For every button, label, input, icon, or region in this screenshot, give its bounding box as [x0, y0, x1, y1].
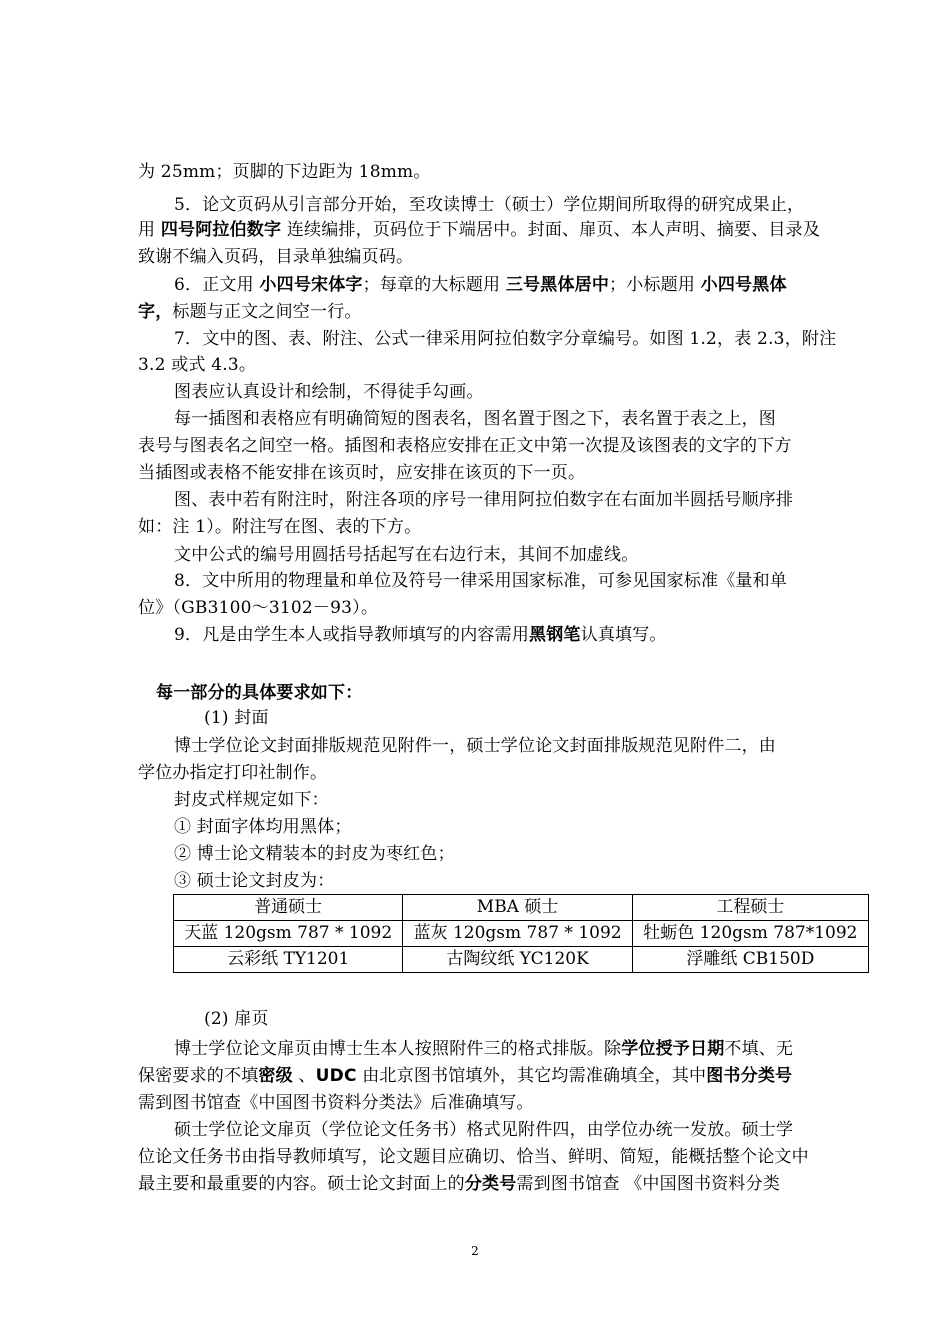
- text: ；小标题用: [609, 275, 701, 295]
- table-header-cell: 普通硕士: [174, 895, 403, 921]
- master-title-page-line1: 硕士学位论文扉页（学位论文任务书）格式见附件四，由学位办统一发放。硕士学: [174, 1120, 794, 1140]
- subsection-cover: (1) 封面: [204, 708, 269, 728]
- master-title-page-line3: [138, 1171, 868, 1197]
- table-header-cell: MBA 硕士: [403, 895, 632, 921]
- section-heading: 每一部分的具体要求如下：: [156, 683, 363, 703]
- cover-para-line1: 博士学位论文封面排版规范见附件一，硕士学位论文封面排版规范见附件二，由: [174, 736, 776, 756]
- bold-phrase: 字，: [138, 302, 173, 322]
- rule-5-line1: 5．论文页码从引言部分开始，至攻读博士（硕士）学位期间所取得的研究成果止，: [174, 195, 805, 215]
- text: 最主要和最重要的内容。硕士论文封面上的: [138, 1174, 465, 1194]
- rule-7-para4-line1: 图、表中若有附注时，附注各项的序号一律用阿拉伯数字在右面加半圆括号顺序排: [174, 490, 794, 510]
- text: 用: [138, 220, 161, 240]
- rule-7-para2: 图表应认真设计和绘制，不得徒手勾画。: [174, 382, 484, 402]
- rule-7-para3-line2: 表号与图表名之间空一格。插图和表格应安排在正文中第一次提及该图表的文字的下方: [138, 436, 792, 456]
- para-margin-end: 为 25mm；页脚的下边距为 18mm。: [138, 162, 431, 182]
- rule-5-line2: [138, 217, 868, 243]
- cover-paper-table: [173, 894, 869, 973]
- bold-phrase: 三号黑体居中: [505, 275, 610, 295]
- bold-phrase: 密级: [258, 1066, 293, 1086]
- text: 、: [292, 1066, 316, 1086]
- rule-7-line1: 7．文中的图、表、附注、公式一律采用阿拉伯数字分章编号。如图 1.2，表 2.3，附注: [174, 329, 837, 349]
- rule-8-line2: 位》（GB3100～3102－93）。: [138, 598, 379, 618]
- cover-style-item-2: ② 博士论文精装本的封皮为枣红色；: [174, 844, 455, 864]
- table-row: [174, 947, 869, 973]
- table-cell: 古陶纹纸 YC120K: [403, 947, 632, 973]
- text: 认真填写。: [580, 625, 667, 645]
- rule-7-para4-line2: 如：注 1）。附注写在图、表的下方。: [138, 517, 422, 537]
- rule-6-line1: [174, 272, 904, 298]
- text: 连续编排，页码位于下端居中。封面、扉页、本人声明、摘要、目录及: [281, 220, 821, 240]
- table-cell: 蓝灰 120gsm 787 * 1092: [403, 921, 632, 947]
- title-page-para-line3: 需到图书馆查《中国图书资料分类法》后准确填写。: [138, 1093, 534, 1113]
- text: 需到图书馆查 《中国图书资料分类: [516, 1174, 781, 1194]
- text: 9．凡是由学生本人或指导教师填写的内容需用: [174, 625, 530, 645]
- cover-style-item-3: ③ 硕士论文封皮为：: [174, 871, 335, 891]
- page-number: 2: [471, 1244, 479, 1258]
- rule-5-line3: 致谢不编入页码，目录单独编页码。: [138, 247, 414, 267]
- table-cell: 天蓝 120gsm 787 * 1092: [174, 921, 403, 947]
- rule-6-line2: [138, 299, 868, 325]
- title-page-para-line1: [174, 1036, 904, 1062]
- bold-phrase: 小四号黑体: [700, 275, 787, 295]
- rule-7-line2: 3.2 或式 4.3。: [138, 355, 257, 375]
- rule-7-para3-line1: 每一插图和表格应有明确简短的图表名，图名置于图之下，表名置于表之上，图: [174, 409, 776, 429]
- rule-8-line1: 8．文中所用的物理量和单位及符号一律采用国家标准，可参见国家标准《量和单: [174, 571, 788, 591]
- cover-para-line2: 学位办指定打印社制作。: [138, 763, 328, 783]
- text: 不填、无: [724, 1039, 794, 1059]
- subsection-title-page: (2) 扉页: [204, 1009, 269, 1029]
- bold-phrase: 黑钢笔: [529, 625, 581, 645]
- table-cell: 浮雕纸 CB150D: [632, 947, 868, 973]
- table-row: [174, 921, 869, 947]
- rule-9: [174, 622, 904, 648]
- rule-7-para3-line3: 当插图或表格不能安排在该页时，应安排在该页的下一页。: [138, 463, 586, 483]
- bold-phrase: 小四号宋体字: [259, 275, 363, 295]
- text: 由北京图书馆填外，其它均需准确填全，其中: [356, 1066, 707, 1086]
- rule-7-para5: 文中公式的编号用圆括号括起写在右边行末，其间不加虚线。: [174, 545, 639, 565]
- cover-style-item-1: ① 封面字体均用黑体；: [174, 817, 352, 837]
- table-cell: 云彩纸 TY1201: [174, 947, 403, 973]
- bold-phrase: 学位授予日期: [621, 1039, 725, 1059]
- text: 保密要求的不填: [138, 1066, 259, 1086]
- master-title-page-line2: 位论文任务书由指导教师填写，论文题目应确切、恰当、鲜明、简短，能概括整个论文中: [138, 1147, 809, 1167]
- text: ；每章的大标题用: [362, 275, 506, 295]
- bold-phrase: 分类号: [464, 1174, 517, 1194]
- text: 标题与正文之间空一行。: [172, 302, 362, 322]
- bold-phrase: 图书分类号: [706, 1066, 793, 1086]
- text: 6．正文用: [174, 275, 260, 295]
- bold-phrase: UDC: [315, 1066, 357, 1086]
- table-header-cell: 工程硕士: [632, 895, 868, 921]
- table-header-row: [174, 895, 869, 921]
- title-page-para-line2: [138, 1063, 868, 1089]
- cover-style-intro: 封皮式样规定如下：: [174, 790, 329, 810]
- table-cell: 牡蛎色 120gsm 787*1092: [632, 921, 868, 947]
- text: 博士学位论文扉页由博士生本人按照附件三的格式排版。除: [174, 1039, 622, 1059]
- bold-phrase: 四号阿拉伯数字: [160, 220, 282, 240]
